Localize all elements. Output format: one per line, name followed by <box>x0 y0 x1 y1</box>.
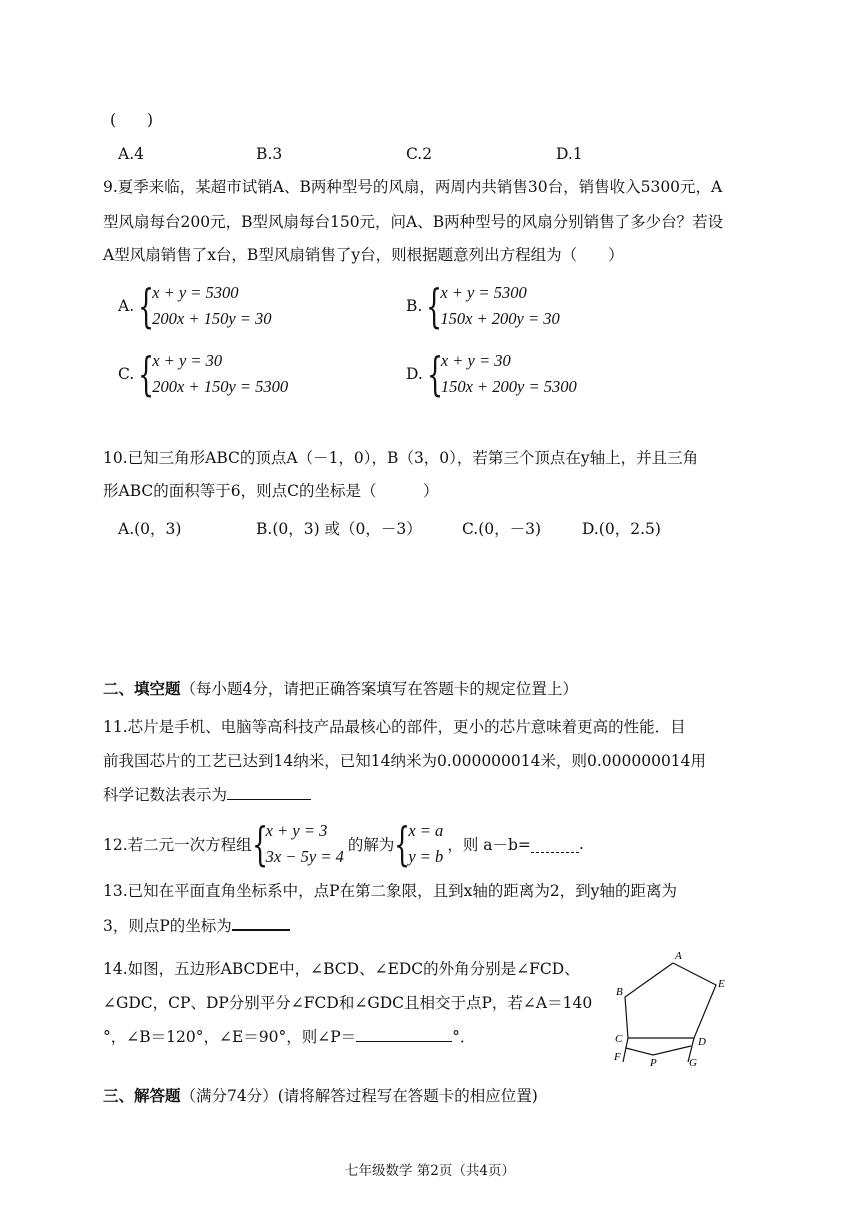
q12 <box>103 818 584 870</box>
q14-end: °． <box>452 1028 476 1046</box>
q8-option-d: D.1 <box>556 145 583 163</box>
section-2-title: 二、填空题 <box>103 679 181 698</box>
pentagon-outline <box>625 963 716 1038</box>
q9-option-b-eq2: 150x + 200y = 30 <box>440 309 560 328</box>
label-f: F <box>614 1051 621 1063</box>
section-3-heading <box>103 1085 538 1107</box>
q9-option-d-eq1: x + y = 30 <box>440 351 511 370</box>
line-cf <box>623 1038 628 1062</box>
q11-line-1: 11.芯片是手机、电脑等高科技产品最核心的部件，更小的芯片意味着更高的性能．目 <box>103 718 686 736</box>
q13-answer-blank <box>232 913 290 931</box>
label-g: G <box>689 1057 697 1069</box>
brace-icon: { <box>251 817 268 871</box>
q9-option-c-eq2: 200x + 150y = 5300 <box>152 377 289 396</box>
q14-line-2: ∠GDC，CP、DP分别平分∠FCD和∠GDC且相交于点P，若∠A＝140 <box>103 994 593 1012</box>
label-a: A <box>675 950 682 962</box>
label-e: E <box>718 978 725 990</box>
section-3-desc: （满分74分）(请将解答过程写在答题卡的相应位置) <box>180 1087 538 1105</box>
q14-line-3-text: °，∠B＝120°，∠E＝90°，则∠P＝ <box>103 1028 357 1046</box>
angle-bisectors-cp-dp <box>626 1046 691 1055</box>
q9-option-a-eq2: 200x + 150y = 30 <box>152 309 272 328</box>
q10-option-b: B.(0，3) 或（0，－3） <box>256 520 422 538</box>
q12-prefix: 12.若二元一次方程组 <box>103 836 252 854</box>
brace-icon: { <box>426 347 443 401</box>
label-b: B <box>616 986 623 998</box>
brace-icon: { <box>426 279 443 333</box>
label-p: P <box>650 1057 657 1069</box>
q12-suffix: ，则 a－b= <box>447 836 531 854</box>
q8-option-c: C.2 <box>406 145 433 163</box>
label-d: D <box>698 1036 706 1048</box>
q9-option-b <box>406 280 560 332</box>
q14-line-1: 14.如图，五边形ABCDE中，∠BCD、∠EDC的外角分别是∠FCD、 <box>103 960 580 978</box>
q11-line-3 <box>103 783 311 806</box>
q12-eq2: 3x − 5y = 4 <box>265 847 344 866</box>
q9-option-a-label: A. <box>118 297 135 315</box>
q14-answer-blank <box>356 1025 452 1042</box>
q10-option-a: A.(0，3) <box>118 520 182 538</box>
q9-option-b-label: B. <box>406 297 423 315</box>
pentagon-figure <box>605 948 745 1073</box>
page-footer: 七年级数学 第2页（共4页） <box>345 1163 515 1179</box>
section-3-title: 三、解答题 <box>103 1086 181 1105</box>
brace-icon: { <box>138 347 155 401</box>
q9-option-a <box>118 280 272 332</box>
section-2-desc: （每小题4分，请把正确答案填写在答题卡的规定位置上） <box>180 680 578 698</box>
q9-option-b-eq1: x + y = 5300 <box>440 283 527 302</box>
q8-option-a: A.4 <box>118 145 144 163</box>
q13-line-1: 13.已知在平面直角坐标系中，点P在第二象限，且到x轴的距离为2，到y轴的距离为 <box>103 882 677 900</box>
q11-line-2: 前我国芯片的工艺已达到14纳米，已知14纳米为0.000000014米，则0.000000014用 <box>103 752 707 770</box>
q9-option-a-eq1: x + y = 5300 <box>152 283 239 302</box>
q10-line-2: 形ABC的面积等于6，则点C的坐标是（ ） <box>103 482 439 500</box>
q13-line-2 <box>103 913 290 937</box>
q9-line-1: 9.夏季来临，某超市试销A、B两种型号的风扇，两周内共销售30台，销售收入5300元，A <box>103 178 723 196</box>
q14-line-3 <box>103 1025 475 1048</box>
q8-option-b: B.3 <box>256 145 283 163</box>
q9-line-2: 型风扇每台200元，B型风扇每台150元，问A、B两种型号的风扇分别销售了多少台？若设 <box>103 213 724 231</box>
q9-option-d-eq2: 150x + 200y = 5300 <box>440 377 577 396</box>
q13-line-2-text: 3，则点P的坐标为 <box>103 917 232 935</box>
q12-middle: 的解为 <box>347 836 395 854</box>
q9-option-c-eq1: x + y = 30 <box>152 351 223 370</box>
q9-option-d-label: D. <box>406 365 423 383</box>
q11-line-3-text: 科学记数法表示为 <box>103 786 228 804</box>
q10-option-d: D.(0，2.5) <box>582 520 661 538</box>
q12-end: . <box>578 835 584 853</box>
q11-answer-blank <box>227 783 311 800</box>
q9-option-c <box>118 348 288 400</box>
label-c: C <box>615 1033 623 1045</box>
q9-line-3: A型风扇销售了x台，B型风扇销售了y台，则根据题意列出方程组为（ ） <box>103 246 624 264</box>
brace-icon: { <box>138 279 155 333</box>
q12-eq1: x + y = 3 <box>265 821 328 840</box>
q10-option-c: C.(0，－3) <box>462 520 542 538</box>
section-2-heading <box>103 678 578 700</box>
q9-option-c-label: C. <box>118 365 135 383</box>
q12-sol1: x = a <box>408 821 444 840</box>
brace-icon: { <box>394 817 411 871</box>
q9-option-d <box>406 348 577 400</box>
q12-sol2: y = b <box>408 847 444 866</box>
q8-paren: ( ) <box>110 111 154 129</box>
q10-line-1: 10.已知三角形ABC的顶点A（－1，0），B（3，0），若第三个顶点在y轴上，并且三角 <box>103 449 699 467</box>
q12-answer-blank <box>531 836 579 853</box>
